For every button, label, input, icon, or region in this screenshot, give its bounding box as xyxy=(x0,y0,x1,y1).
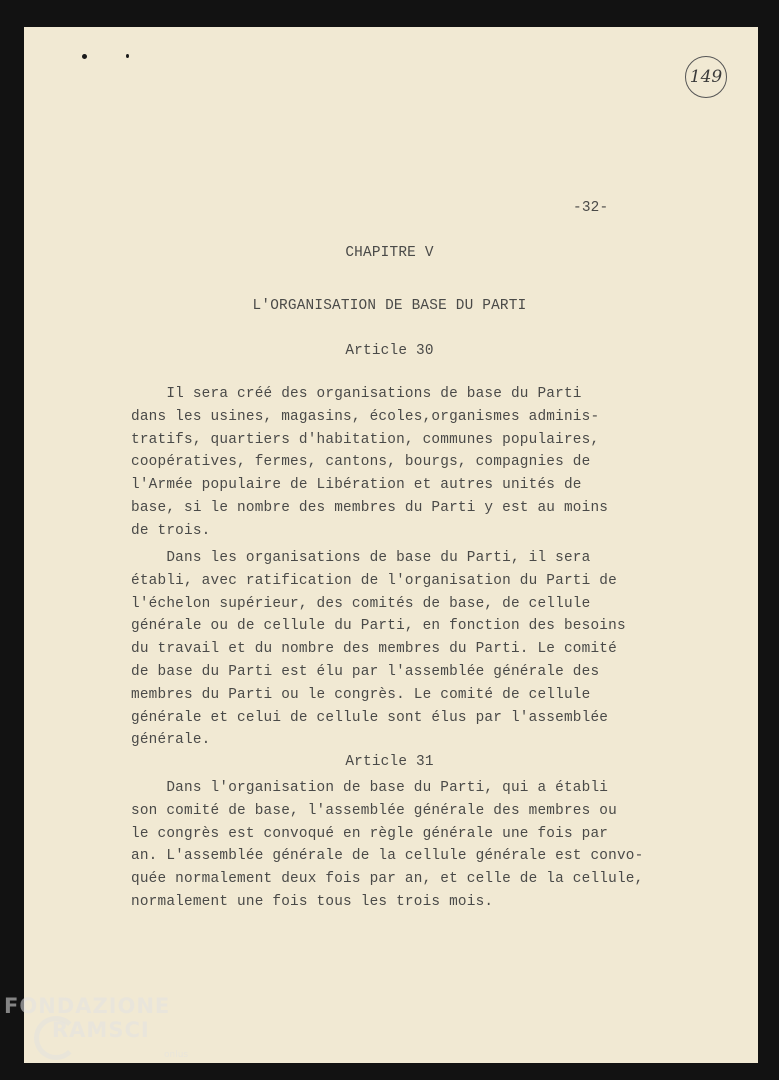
punch-hole xyxy=(82,54,87,59)
page-number: -32- xyxy=(573,200,609,216)
watermark-suffix: onlus xyxy=(164,1050,189,1060)
folio-stamp: 149 xyxy=(685,56,727,98)
chapter-title: CHAPITRE V xyxy=(345,245,434,261)
archive-watermark-logo xyxy=(4,994,204,1080)
paragraph: Il sera créé des organisations de base du Parti dans les usines, magasins, écoles,organismes adminis- tratifs, quartiers d'habitation, communes populaires, coopératives, fermes, cantons, bourgs, compagnies de l'Armée populaire de Libération et autres unités de base, si le nombre des membres du Parti y est au moins de trois. xyxy=(131,386,609,539)
watermark-line2: RAMSCI xyxy=(52,1018,150,1042)
paragraph: Dans les organisations de base du Parti, il sera établi, avec ratification de l'organisation du Parti de l'échelon supérieur, des comités de base, de cellule générale ou de cellule du Parti, en fonction des besoins du travail et du nombre des membres du Parti. Le comité de base du Parti est élu par l'assemblée générale des membres du Parti ou le congrès. Le comité de cellule générale et celui de cellule sont élus par l'assemblée générale. xyxy=(131,550,626,749)
article-30-heading: Article 30 xyxy=(345,343,434,359)
paragraph: Dans l'organisation de base du Parti, qui a établi son comité de base, l'assemblée générale des membres ou le congrès est convoqué en règle générale une fois par an. L'assemblée générale de la cellule générale est convo- quée normalement deux fois par an, et celle de la cellule, normalement une fois tous les trois mois. xyxy=(131,780,644,910)
watermark-line1: FONDAZIONE xyxy=(4,994,171,1018)
article-31-heading: Article 31 xyxy=(345,754,434,770)
punch-hole xyxy=(126,54,129,58)
part-title: L'ORGANISATION DE BASE DU PARTI xyxy=(252,298,527,314)
